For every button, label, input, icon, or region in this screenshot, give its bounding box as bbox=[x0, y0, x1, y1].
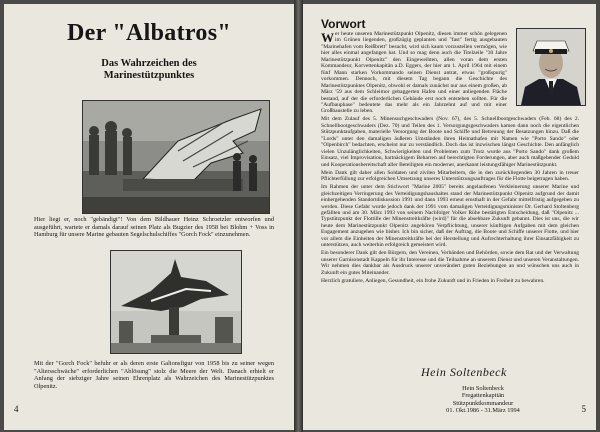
paragraph-text: er heute unseren Marinestützpunkt Olpenitz, diesen immer schön gelegenen im Grünen liegenden, großzügig geplanten und "fast" fertig ausgebauten "Marinehafen vom Reißbrett" besucht, wird sich kaum vorzustellen vermögen, wie hier alles einmal angefangen hat. Und so mag denn auch die Titelzeile "30 Jahre Marinestützpunkt Olpenitz" den Eingeweihten, allen voran dem ersten Kommandeur, Korvettenkapitän a.D. Eggers, der hier am 1. April 1964 mit einem fünf Mann starken Vorkommando seinen Dienst antrat, etwas "großspurig" vorkommen. Dennoch, mit diesem Tag begann die Geschichte des Marinestützpunktes Olpenitz, obwohl er damals zunächst nur aus einem großen, ab März '59 aus dem Schleimor gebaggerten Hafen und einer anliegenden Fläche bestand, auf der die erforderlichen Gebäude erst noch entstehen sollten. Für die "Aufbauphase" bedeutete das mehr als ein Jahrzehnt auf und mit einer Großbaustelle zu leben. bbox=[321, 31, 507, 115]
paragraph: Herzlich gratuliere, Anliegen, Gesundheit, ein frohe Zukunft und in Frieden in Freiheit zu bewahren. bbox=[321, 277, 545, 284]
foreword-title: Vorwort bbox=[321, 17, 366, 31]
drop-cap: W bbox=[321, 31, 334, 45]
paragraph: Ein besonderer Dank gilt den Bürgern, den Vereinen, Verbänden und Behörden, sowie dem Rat und der Verwaltung unserer Garnisonstadt Kappeln für ihr Interesse und die Teilnahme an unserem Dienst und unseren Veranstaltungen. Wir nehmen dies dankbar als Ausdruck unserer unverändert guten Beziehungen an und wünschen uns auch in Zukunft ein gutes Miteinander. bbox=[321, 250, 579, 276]
signer-role: Stützpunktkommandeur bbox=[452, 399, 514, 407]
page-subtitle bbox=[4, 58, 294, 82]
foreword-body bbox=[321, 31, 579, 349]
photo-caption-2: Mit der "Gorch Fock" befuhr er als deren erste Galionsfigur von 1958 bis zu seiner wegen "Altersschwäche" erforderlichen "Ablösung" stolz die Meere der Welt. Danach erhielt er Anfang der siebziger Jahre seinen Ehrenplatz als Wahrzeichen des Marinestützpunktes Olpenitz. bbox=[34, 360, 274, 390]
handwritten-signature: Hein Soltenbeck bbox=[421, 365, 507, 379]
paragraph: Mit dem Zulauf des 5. Minensuchgeschwaders (Nov. 67), des 5. Schnellbootgeschwaders (Feb. 68) des 2. Schnellbootgeschwaders (Dez. 70) und Teilen des 1. Versorgungsgeschwaders kamen dann noch die eigentlichen Stützpunktaufgaben, materielle Versorgung der Boote und Schiffe und Betreuung der Besatzungen hinzu. Daß die "Lords" unter den damaligen äußeren Umständen ihren Heimathafen mit Namen wie "Porto Sando" oder "Olpenbirch" bedachten, erscheint nur zu verständlich. Doch das ist inzwischen längst Geschichte. Den anfänglich vielen Unzulänglichkeiten, Schwierigkeiten und Problemen zum Trotz wurde aus "Porto Sando" dank großem Einsatz, viel Improvisation, hartnäckigem Beharren auf berechtigten Forderungen, aber auch maßgebender Geduld und Kooperationsbereitschaft aller Beteiligten ein moderner, anerkannt leistungsfähiger Marinestützpunkt. bbox=[321, 116, 579, 168]
figurehead-photo-monument bbox=[110, 250, 242, 354]
portrait-spacer bbox=[507, 31, 579, 109]
paragraph: Mein Dank gilt daher allen Soldaten und zivilen Mitarbeitern, die in den zurückliegenden 30 Jahren in treuer Pflichterfüllung zur erfolgreichen Umsetzung unseres Unterstützungsauftrages für die Flotte beigetragen haben. bbox=[321, 169, 579, 183]
photo-caption-1: Hier liegt er, noch "gebändigt"! Von dem Bildhauer Heinz Schroetzler entworfen und ausgeführt, wartete er damals darauf seinen Platz als Bugzier des 1958 bei Blohm + Voss in Hamburg für unsere Marine gebauten Segelschulschiffes "Gorch Fock" einzunehmen. bbox=[34, 216, 274, 239]
left-page bbox=[4, 4, 294, 430]
page-number: 4 bbox=[14, 404, 19, 414]
right-page bbox=[303, 4, 596, 430]
subtitle-line: Das Wahrzeichen des bbox=[101, 58, 197, 69]
page-title: Der "Albatros" bbox=[67, 20, 231, 46]
signer-rank: Fregattenkapitän bbox=[461, 392, 505, 400]
book-spine bbox=[294, 0, 303, 432]
signature-block bbox=[433, 385, 533, 415]
signer-name: Hein Soltenbeck bbox=[462, 385, 504, 392]
signer-dates: 01. Okt.1986 - 31.März 1994 bbox=[446, 407, 520, 415]
figurehead-photo-workshop bbox=[82, 100, 270, 214]
subtitle-line: Marinestützpunktes bbox=[103, 70, 195, 81]
paragraph: Im Rahmen der unter dem Stichwort "Marine 2005" bereits angelaufenen Verkleinerung unserer Marine und gleichzeitigen Verringerung des Verteidigungshaushaltes stand der Marinestützpunkt Olpenitz aufgrund der damit einhergehenden Standortdiskussion 1991 und dann 1993 erneut ernsthaft in der Gefahr mittelfristig aufgegeben zu werden. Diese Gefahr wurde jedoch dank der 1991 vom damaligen Verteidigungsminister Dr. Gerhard Stoltenberg gefällten und am 30. März 1993 von seinem Nachfolger Volker Rühe bestätigten Entscheidung, daß "Olpenitz ... Typstützpunkt der Flottille der Minenstreitkräfte (wird)" für die absehbare Zukunft gebannt. Dies ist uns, die wir heute dem Marinestützpunkt Olpenitz angehören Verpflichtung, unserer künftigen Aufgaben mit dem gleichen Engagement anzugehen wie bisher. Ich bin sicher, daß der Auftrag, die Boote und Schiffe unserer Flotte, und hier vor allem die Einheiten der Minenstreitkräfte bei der Herstellung und Aufrechterhaltung ihrer Einsatzfähigkeit zu unterstützen, auch weiterhin erfolgreich gemeistert wird. bbox=[321, 184, 579, 249]
page-number: 5 bbox=[581, 404, 586, 414]
